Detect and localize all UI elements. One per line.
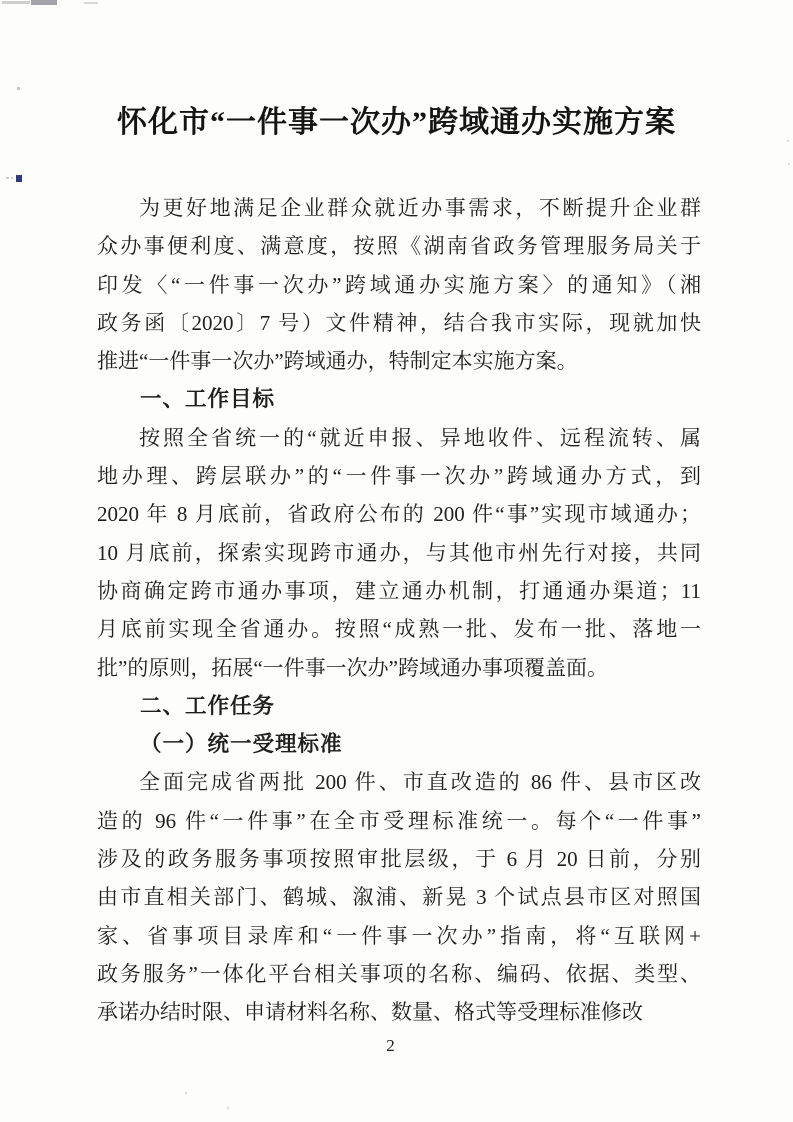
scan-artifact-top-mark [84, 2, 98, 4]
text-line: 印发〈“一件事一次办”跨域通办实施方案〉的通知》（湘 [97, 272, 701, 297]
scan-artifact-speck [227, 1107, 229, 1109]
document-body [97, 189, 701, 1032]
section-heading: （一）统一受理标准 [140, 732, 343, 757]
scan-artifact-speck [6, 177, 9, 179]
section-heading: 一、工作目标 [140, 387, 276, 412]
text-line: 地办理、跨层联办”的“一件事一次办”跨域通办方式，到 [97, 464, 701, 489]
text-line: 按照全省统一的“就近申报、异地收件、远程流转、属 [139, 425, 701, 450]
text-line: 由市直相关部门、鹤城、溆浦、新晃 3 个试点县市区对照国 [97, 885, 701, 910]
text-line: 承诺办结时限、申请材料名称、数量、格式等受理标准修改 [97, 1000, 643, 1025]
text-line: 月底前实现全省通办。按照“成熟一批、发布一批、落地一 [97, 617, 701, 642]
text-line: 推进“一件事一次办”跨域通办，特制定本实施方案。 [97, 349, 578, 374]
document-title: 怀化市“一件事一次办”跨域通办实施方案 [117, 106, 676, 139]
text-line: 涉及的政务服务事项按照审批层级，于 6 月 20 日前，分别 [97, 847, 701, 872]
scan-artifact-speck [17, 87, 20, 90]
scan-artifact-blue-mark [16, 175, 22, 182]
scan-artifact-speck [11, 177, 13, 179]
scan-artifact-speck [185, 1092, 187, 1094]
text-line: 10 月底前，探索实现跨市通办，与其他市州先行对接，共同 [97, 540, 701, 565]
text-line: 全面完成省两批 200 件、市直改造的 86 件、县市区改 [139, 770, 701, 795]
text-line: 众办事便利度、满意度，按照《湖南省政务管理服务局关于 [97, 234, 701, 259]
scan-artifact-top-mark [2, 1, 30, 4]
text-line: 家、省事项目录库和“一件事一次办”指南，将“互联网+ [97, 923, 701, 948]
text-line: 2020 年 8 月底前，省政府公布的 200 件“事”实现市域通办； [97, 502, 701, 527]
paragraph [97, 763, 701, 1031]
scan-artifact-top-mark [31, 0, 57, 5]
page-number: 2 [386, 1036, 395, 1055]
paragraph [97, 189, 701, 380]
paragraph [97, 419, 701, 687]
section-heading: 二、工作任务 [140, 693, 276, 718]
text-line: 政务函〔2020〕7 号）文件精神，结合我市实际，现就加快 [97, 310, 701, 335]
text-line: 协商确定跨市通办事项，建立通办机制，打通通办渠道；11 [97, 578, 701, 603]
scan-artifact-speck [788, 163, 790, 165]
text-line: 为更好地满足企业群众就近办事需求，不断提升企业群 [139, 196, 701, 220]
text-line: 政务服务”一体化平台相关事项的名称、编码、依据、类型、 [97, 961, 701, 986]
text-line: 造的 96 件“一件事”在全市受理标准统一。每个“一件事” [97, 808, 701, 833]
text-line: 批”的原则，拓展“一件事一次办”跨域通办事项覆盖面。 [97, 655, 608, 680]
